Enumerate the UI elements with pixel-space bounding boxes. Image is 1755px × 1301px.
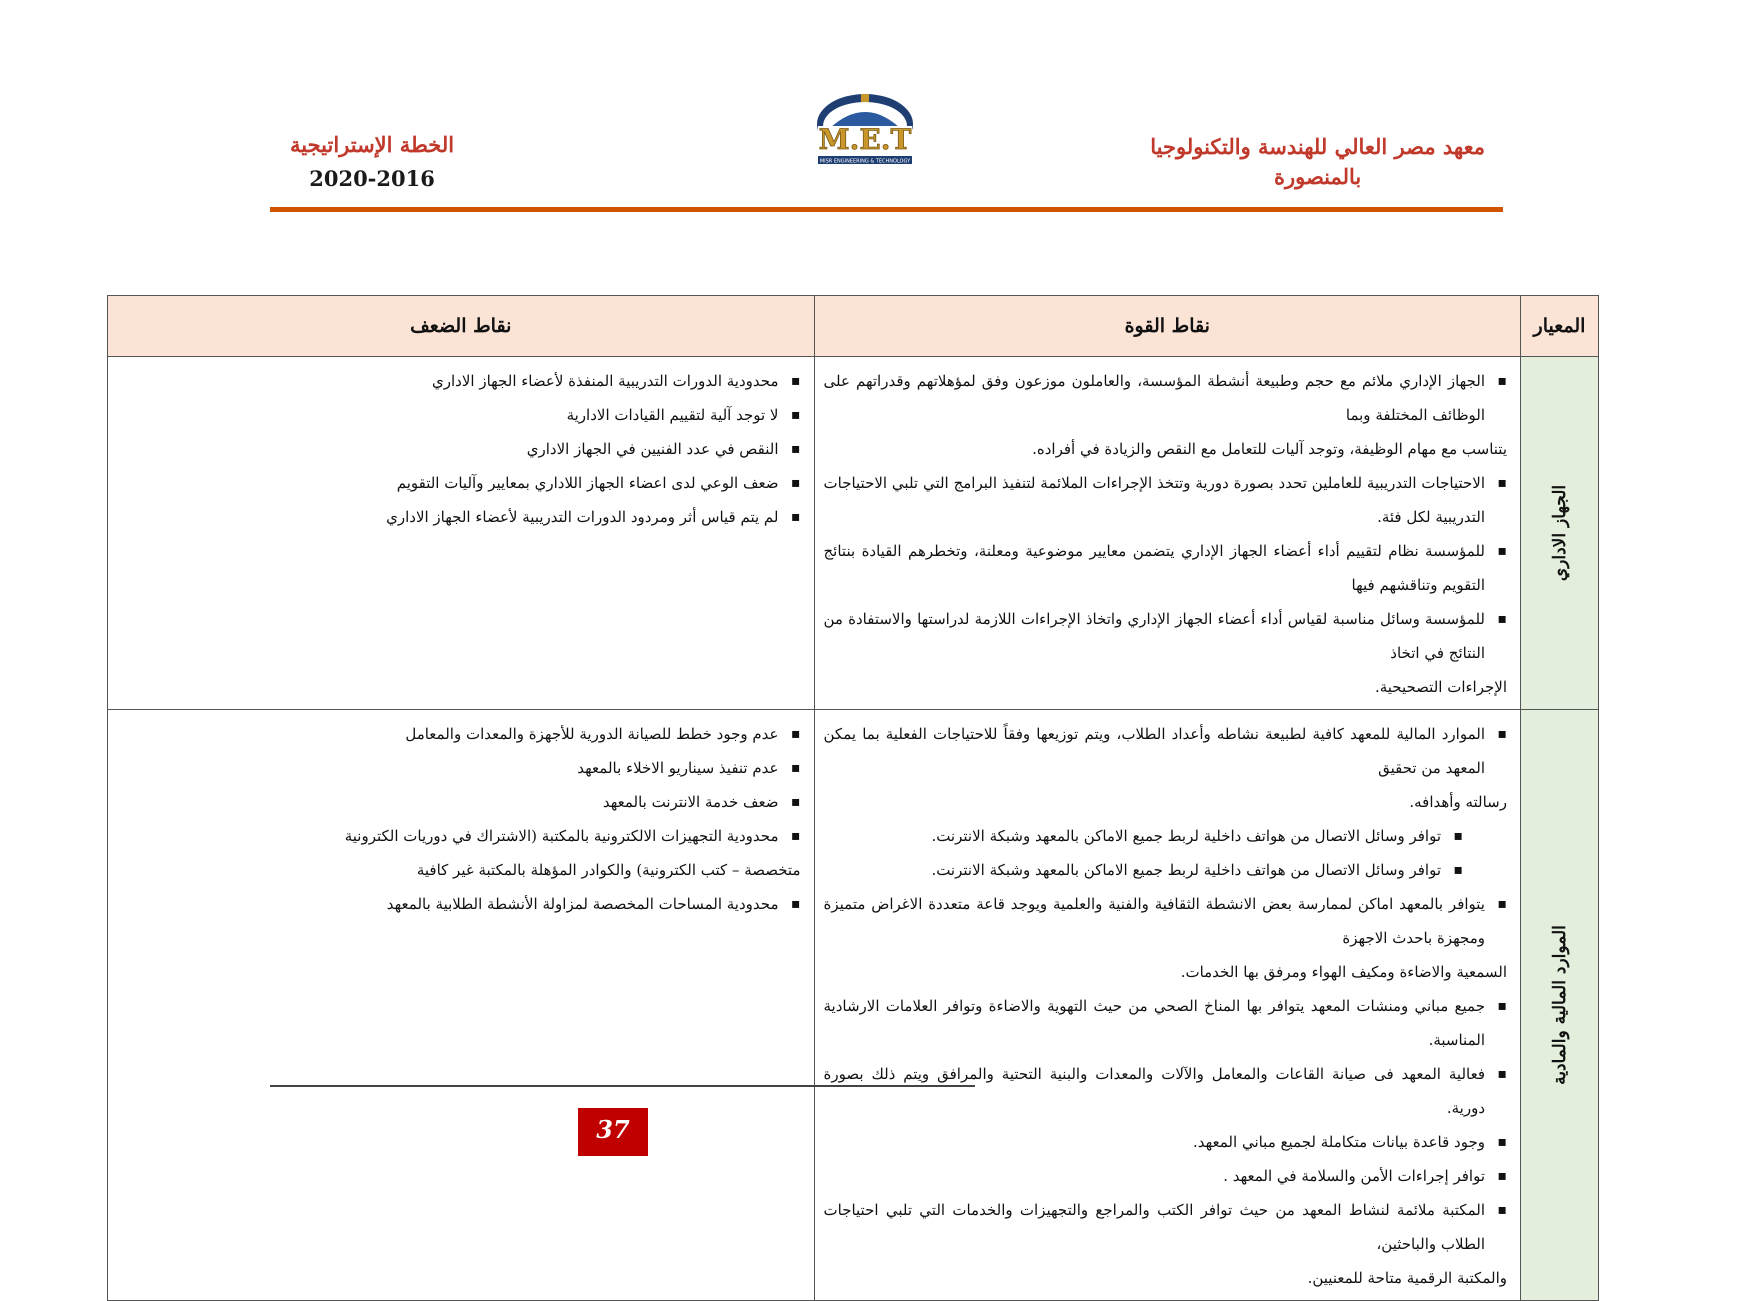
strength-item-continued: الإجراءات التصحيحية. xyxy=(1374,678,1507,696)
weaknesses-cell xyxy=(108,710,815,1301)
institute-name xyxy=(1150,132,1485,192)
weakness-item: ▪ محدودية المساحات المخصصة لمزاولة الأنشطة الطلابية بالمعهد xyxy=(117,887,805,921)
header-divider xyxy=(270,207,1503,212)
plan-title-block xyxy=(290,128,454,196)
institute-line-2: بالمنصورة xyxy=(1273,164,1362,189)
weakness-item: ▪ لم يتم قياس أثر ومردود الدورات التدريبية لأعضاء الجهاز الاداري xyxy=(117,500,805,534)
strength-item: ▪ الاحتياجات التدريبية للعاملين تحدد بصورة دورية وتتخذ الإجراءات الملائمة لتنفيذ البرامج التي تلبي الاحتياجات التدريبية لكل فئة. xyxy=(824,466,1512,534)
weakness-item: ▪ محدودية الدورات التدريبية المنفذة لأعضاء الجهاز الاداري xyxy=(117,364,805,398)
strength-item: ▪ توافر إجراءات الأمن والسلامة في المعهد . xyxy=(824,1159,1512,1193)
strength-item: ▪ المكتبة ملائمة لنشاط المعهد من حيث توافر الكتب والمراجع والتجهيزات والخدمات التي تلبي احتياجات الطلاب والباحثين، xyxy=(824,1193,1512,1261)
footer-divider xyxy=(270,1085,975,1087)
strength-item: ▪ يتوافر بالمعهد اماكن لممارسة بعض الانشطة الثقافية والفنية والعلمية ويوجد قاعة متعددة الاغراض متميزة ومجهزة باحدث الاجهزة xyxy=(824,887,1512,955)
institute-line-1: معهد مصر العالي للهندسة والتكنولوجيا xyxy=(1150,134,1485,159)
strength-item-continued: والمكتبة الرقمية متاحة للمعنيين. xyxy=(1307,1269,1507,1287)
plan-years: 2020-2016 xyxy=(309,166,435,191)
weakness-item: ▪ عدم تنفيذ سيناريو الاخلاء بالمعهد xyxy=(117,751,805,785)
criterion-cell xyxy=(1521,357,1599,710)
weakness-item: ▪ محدودية التجهيزات الالكترونية بالمكتبة (الاشتراك في دوريات الكترونية xyxy=(117,819,805,853)
strength-item: ▪ فعالية المعهد فى صيانة القاعات والمعامل والآلات والمعدات والبنية التحتية والمرافق ويتم ذلك بصورة دورية. xyxy=(824,1057,1512,1125)
strengths-cell xyxy=(814,710,1521,1301)
weakness-item: ▪ عدم وجود خطط للصيانة الدورية للأجهزة والمعدات والمعامل xyxy=(117,717,805,751)
strength-item: ▪ وجود قاعدة بيانات متكاملة لجميع مباني المعهد. xyxy=(824,1125,1512,1159)
strengths-cell xyxy=(814,357,1521,710)
weakness-item: ▪ النقص في عدد الفنيين في الجهاز الاداري xyxy=(117,432,805,466)
strength-item: ▪ توافر وسائل الاتصال من هواتف داخلية لربط جميع الاماكن بالمعهد وشبكة الانترنت. xyxy=(824,819,1512,853)
table-header-row xyxy=(108,296,1599,357)
weaknesses-cell xyxy=(108,357,815,710)
met-logo xyxy=(800,86,930,176)
strength-item-continued: السمعية والاضاءة ومكيف الهواء ومرفق بها الخدمات. xyxy=(1180,963,1507,981)
plan-title: الخطة الإستراتيجية xyxy=(290,132,455,157)
strength-item-continued: يتناسب مع مهام الوظيفة، وتوجد آليات للتعامل مع النقص والزيادة في أفراده. xyxy=(1032,440,1507,458)
column-header-strengths: نقاط القوة xyxy=(814,296,1521,357)
table-row xyxy=(108,357,1599,710)
logo-subtext: MISR ENGINEERING & TECHNOLOGY xyxy=(819,158,911,165)
swot-table xyxy=(107,295,1599,1301)
strength-item: ▪ للمؤسسة وسائل مناسبة لقياس أداء أعضاء الجهاز الإداري واتخاذ الإجراءات اللازمة لدراستها والاستفادة من النتائج في اتخاذ xyxy=(824,602,1512,670)
column-header-criterion: المعيار xyxy=(1521,296,1599,357)
strength-item: ▪ الموارد المالية للمعهد كافية لطبيعة نشاطه وأعداد الطلاب، ويتم توزيعها وفقاً للاحتياجات الفعلية بما يمكن المعهد من تحقيق xyxy=(824,717,1512,785)
page-number: 37 xyxy=(578,1108,648,1156)
criterion-cell xyxy=(1521,710,1599,1301)
column-header-weaknesses: نقاط الضعف xyxy=(108,296,815,357)
criterion-label: الجهاز الاداري xyxy=(1549,484,1570,582)
strength-item: ▪ جميع مباني ومنشات المعهد يتوافر بها المناخ الصحي من حيث التهوية والاضاءة وتوافر العلامات الارشادية المناسبة. xyxy=(824,989,1512,1057)
strength-item: ▪ توافر وسائل الاتصال من هواتف داخلية لربط جميع الاماكن بالمعهد وشبكة الانترنت. xyxy=(824,853,1512,887)
strength-item: ▪ للمؤسسة نظام لتقييم أداء أعضاء الجهاز الإداري يتضمن معايير موضوعية ومعلنة، وتخطرهم القيادة بنتائج التقويم وتناقشهم فيها xyxy=(824,534,1512,602)
table-row xyxy=(108,710,1599,1301)
strength-item-continued: رسالته وأهدافه. xyxy=(1409,793,1507,811)
criterion-label: الموارد المالية والمادية xyxy=(1549,925,1570,1085)
weakness-item-continued: متخصصة – كتب الكترونية) والكوادر المؤهلة بالمكتبة غير كافية xyxy=(416,861,801,879)
weakness-item: ▪ لا توجد آلية لتقييم القيادات الادارية xyxy=(117,398,805,432)
weakness-item: ▪ ضعف خدمة الانترنت بالمعهد xyxy=(117,785,805,819)
logo-wordmark: M.E.T xyxy=(818,123,912,156)
strength-item: ▪ الجهاز الإداري ملائم مع حجم وطبيعة أنشطة المؤسسة، والعاملون موزعون وفق لمؤهلاتهم وقدراتهم على الوظائف المختلفة وبما xyxy=(824,364,1512,432)
weakness-item: ▪ ضعف الوعي لدى اعضاء الجهاز اللاداري بمعايير وآليات التقويم xyxy=(117,466,805,500)
